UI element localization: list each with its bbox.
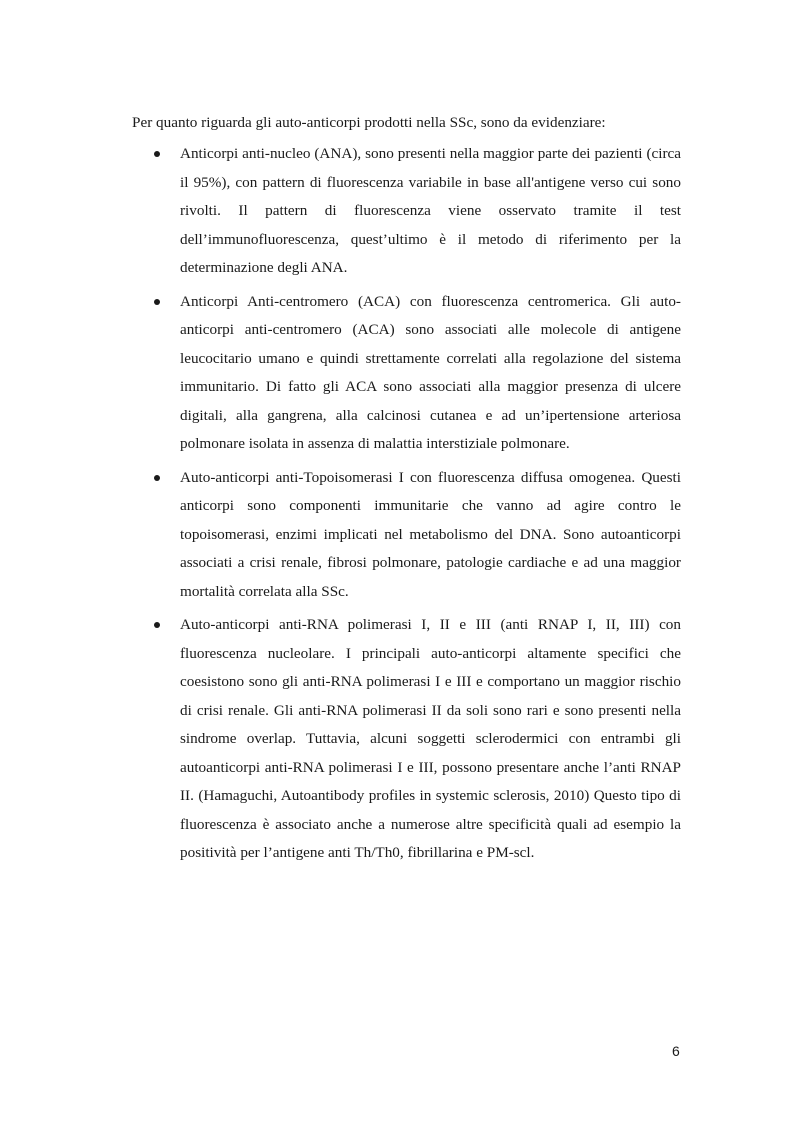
bullet-icon bbox=[154, 151, 160, 157]
list-item-aca bbox=[180, 288, 681, 459]
list-item-text: Anticorpi anti-nucleo (ANA), sono presenti nella maggior parte dei pazienti (circa il 95%), con pattern di fluorescenza variabile in base all'antigene verso cui sono rivolti. Il pattern di fluorescenza viene osservato tramite il test dell’immunofluorescenza, quest’ultimo è il metodo di riferimento per la determinazione degli ANA. bbox=[180, 145, 681, 276]
antibody-list bbox=[0, 140, 794, 873]
bullet-icon bbox=[154, 622, 160, 628]
list-item-text: Anticorpi Anti-centromero (ACA) con fluorescenza centromerica. Gli auto-anticorpi anti-centromero (ACA) sono associati alle molecole di antigene leucocitario umano e quindi strettamente correlati alla regolazione del sistema immunitario. Di fatto gli ACA sono associati alla maggior presenza di ulcere digitali, alla gangrena, alla calcinosi cutanea e ad un’ipertensione arteriosa polmonare isolata in assenza di malattia interstiziale polmonare. bbox=[180, 292, 681, 452]
intro-paragraph: Per quanto riguarda gli auto-anticorpi prodotti nella SSc, sono da evidenziare: bbox=[132, 114, 606, 131]
list-item-text: Auto-anticorpi anti-RNA polimerasi I, II e III (anti RNAP I, II, III) con fluorescenza nucleolare. I principali auto-anticorpi altamente specifici che coesistono sono gli anti-RNA polimerasi I e III e comportano un maggior rischio di crisi renale. Gli anti-RNA polimerasi II da soli sono rari e sono presenti nella sindrome overlap. Tuttavia, alcuni soggetti sclerodermici con entrambi gli autoanticorpi anti-RNA polimerasi I e III, possono presentare anche l’anti RNAP II. (Hamaguchi, Autoantibody profiles in systemic sclerosis, 2010) Questo tipo di fluorescenza è associato anche a numerose altre specificità quali ad esempio la positività per l’antigene anti Th/Th0, fibrillarina e PM-scl. bbox=[180, 616, 681, 861]
list-item-topoisomerase bbox=[180, 464, 681, 607]
bullet-icon bbox=[154, 475, 160, 481]
list-item-ana bbox=[180, 140, 681, 283]
page-number: 6 bbox=[672, 1043, 680, 1059]
bullet-icon bbox=[154, 299, 160, 305]
list-item-rna-polymerase bbox=[180, 611, 681, 868]
list-item-text: Auto-anticorpi anti-Topoisomerasi I con fluorescenza diffusa omogenea. Questi anticorpi sono componenti immunitarie che vanno ad agire contro le topoisomerasi, enzimi implicati nel metabolismo del DNA. Sono autoanticorpi associati a crisi renale, fibrosi polmonare, patologie cardiache e ad una maggior mortalità correlata alla SSc. bbox=[180, 468, 681, 600]
